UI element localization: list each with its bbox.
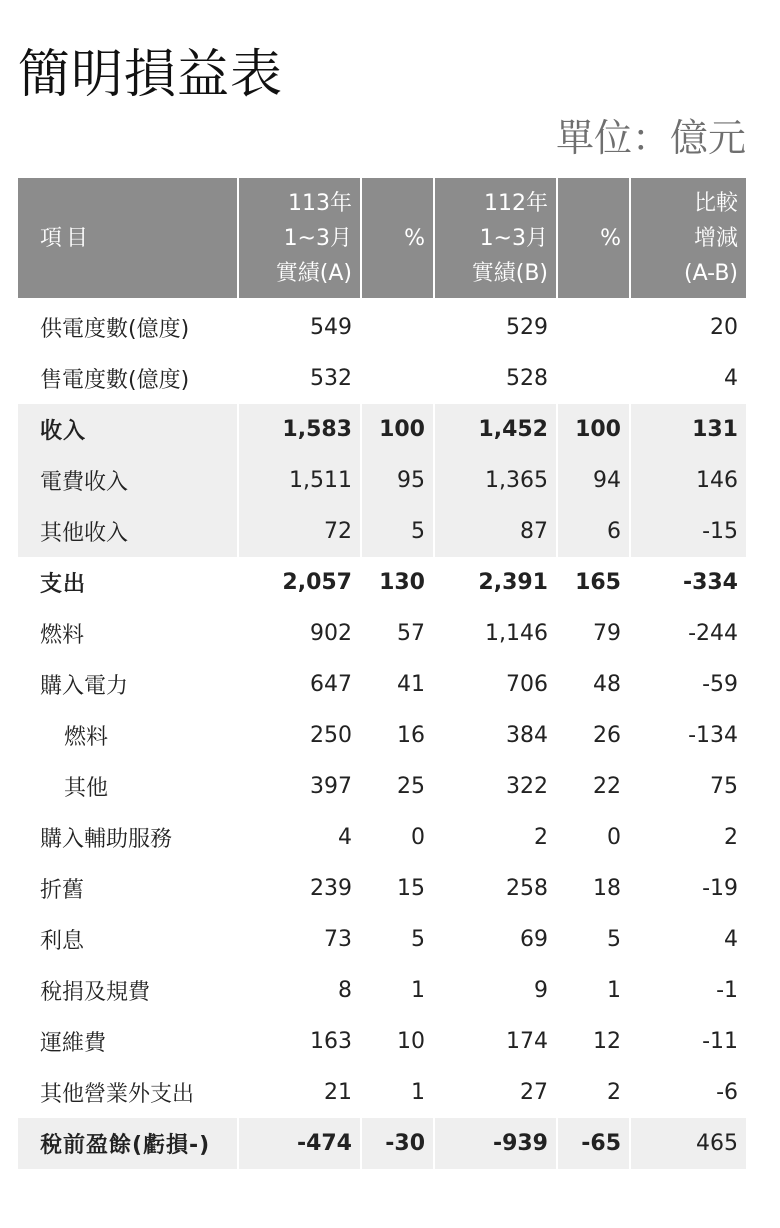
pct-a: 57 — [362, 608, 435, 659]
value-b: 2 — [435, 812, 558, 863]
table-row — [18, 1067, 746, 1118]
row-label: 燃料 — [18, 608, 239, 659]
row-label: 利息 — [18, 914, 239, 965]
value-b: 2,391 — [435, 557, 558, 608]
table-row — [18, 812, 746, 863]
pct-a: 1 — [362, 965, 435, 1016]
value-b: 322 — [435, 761, 558, 812]
diff-value: 465 — [631, 1118, 746, 1169]
header-pct-b: % — [558, 178, 631, 298]
table-header-row — [18, 178, 746, 298]
header-col-a-line: 113年 — [288, 190, 352, 216]
header-diff — [631, 178, 746, 298]
value-b: 87 — [435, 506, 558, 557]
value-b: 9 — [435, 965, 558, 1016]
value-a: 2,057 — [239, 557, 362, 608]
row-label: 電費收入 — [18, 455, 239, 506]
value-a: 239 — [239, 863, 362, 914]
pct-a: 95 — [362, 455, 435, 506]
pct-a: 5 — [362, 506, 435, 557]
header-col-a-line: 實績(A) — [275, 260, 352, 286]
pct-b: 22 — [558, 761, 631, 812]
diff-value: -1 — [716, 978, 738, 1003]
diff-value: 131 — [631, 404, 746, 455]
header-col-b — [435, 178, 558, 298]
pct-a: 15 — [362, 863, 435, 914]
pct-b: 2 — [558, 1067, 631, 1118]
table-row — [18, 455, 746, 506]
diff-value: -334 — [682, 570, 738, 595]
diff-value: -19 — [702, 876, 738, 901]
row-label: 稅捐及規費 — [18, 965, 239, 1016]
value-a: 532 — [239, 353, 362, 404]
diff-value: 2 — [724, 825, 738, 850]
pct-b: 18 — [558, 863, 631, 914]
pct-a: 41 — [362, 659, 435, 710]
pct-a: 1 — [362, 1067, 435, 1118]
pct-b: 94 — [558, 455, 631, 506]
header-pct-a: % — [362, 178, 435, 298]
value-a: 902 — [239, 608, 362, 659]
row-label: 運維費 — [18, 1016, 239, 1067]
table-row — [18, 1016, 746, 1067]
table-row — [18, 863, 746, 914]
value-a: 73 — [239, 914, 362, 965]
header-col-a-line: 1~3月 — [283, 225, 352, 251]
table-row — [18, 761, 746, 812]
value-b: 529 — [435, 298, 558, 353]
pct-a — [362, 298, 435, 353]
value-a: 4 — [239, 812, 362, 863]
diff-value: 20 — [710, 315, 738, 340]
value-b: 528 — [435, 353, 558, 404]
pct-a — [362, 353, 435, 404]
value-a: 1,511 — [239, 455, 362, 506]
pct-b: 26 — [558, 710, 631, 761]
table-row — [18, 298, 746, 353]
row-label: 燃料 — [18, 710, 239, 761]
pct-a: 0 — [362, 812, 435, 863]
value-b: 27 — [435, 1067, 558, 1118]
value-a: 250 — [239, 710, 362, 761]
table-row — [18, 506, 746, 557]
row-label: 其他收入 — [18, 506, 239, 557]
diff-value: -134 — [688, 723, 738, 748]
income-statement-table — [18, 178, 746, 1169]
diff-value: 4 — [724, 927, 738, 952]
pct-b: 0 — [558, 812, 631, 863]
header-col-a — [239, 178, 362, 298]
pct-a: 16 — [362, 710, 435, 761]
diff-value: 75 — [710, 774, 738, 799]
diff-value: -15 — [631, 506, 746, 557]
pct-a: 130 — [362, 557, 435, 608]
pct-b: 79 — [558, 608, 631, 659]
value-b: -939 — [435, 1118, 558, 1169]
pct-b: 48 — [558, 659, 631, 710]
value-a: 549 — [239, 298, 362, 353]
table-row — [18, 965, 746, 1016]
value-b: 1,365 — [435, 455, 558, 506]
value-a: 1,583 — [239, 404, 362, 455]
table-row — [18, 353, 746, 404]
diff-value: -11 — [702, 1029, 738, 1054]
header-diff-line: (A-B) — [684, 260, 738, 286]
value-b: 69 — [435, 914, 558, 965]
pct-a: 10 — [362, 1016, 435, 1067]
pct-a: 25 — [362, 761, 435, 812]
table-row — [18, 710, 746, 761]
pct-b: 165 — [558, 557, 631, 608]
pct-b: 12 — [558, 1016, 631, 1067]
table-row — [18, 914, 746, 965]
value-b: 1,146 — [435, 608, 558, 659]
value-b: 706 — [435, 659, 558, 710]
header-col-b-line: 112年 — [484, 190, 548, 216]
diff-value: -244 — [688, 621, 738, 646]
row-label: 其他營業外支出 — [18, 1067, 239, 1118]
diff-value: -6 — [716, 1080, 738, 1105]
row-label: 購入電力 — [18, 659, 239, 710]
row-label: 購入輔助服務 — [18, 812, 239, 863]
value-a: 397 — [239, 761, 362, 812]
header-col-b-line: 實績(B) — [471, 260, 548, 286]
header-diff-line: 比較 — [693, 190, 738, 216]
pct-b: 1 — [558, 965, 631, 1016]
value-a: 647 — [239, 659, 362, 710]
row-label: 折舊 — [18, 863, 239, 914]
pct-b — [558, 353, 631, 404]
pct-a: 100 — [362, 404, 435, 455]
table-row — [18, 1118, 746, 1169]
diff-value: -59 — [702, 672, 738, 697]
row-label: 供電度數(億度) — [18, 298, 239, 353]
value-a: 72 — [239, 506, 362, 557]
header-col-b-line: 1~3月 — [479, 225, 548, 251]
pct-b: 5 — [558, 914, 631, 965]
value-a: 163 — [239, 1016, 362, 1067]
diff-value: 4 — [724, 366, 738, 391]
value-a: 8 — [239, 965, 362, 1016]
header-item: 項目 — [18, 178, 239, 298]
row-label: 支出 — [18, 557, 239, 608]
value-a: -474 — [239, 1118, 362, 1169]
pct-a: 5 — [362, 914, 435, 965]
pct-b: 100 — [558, 404, 631, 455]
value-a: 21 — [239, 1067, 362, 1118]
pct-b — [558, 298, 631, 353]
row-label: 收入 — [18, 404, 239, 455]
row-label: 售電度數(億度) — [18, 353, 239, 404]
value-b: 384 — [435, 710, 558, 761]
value-b: 174 — [435, 1016, 558, 1067]
table-row — [18, 404, 746, 455]
row-label: 其他 — [18, 761, 239, 812]
page-title: 簡明損益表 — [18, 45, 284, 105]
diff-value: 146 — [631, 455, 746, 506]
table-row — [18, 659, 746, 710]
table-row — [18, 557, 746, 608]
table-row — [18, 608, 746, 659]
pct-b: 6 — [558, 506, 631, 557]
pct-a: -30 — [362, 1118, 435, 1169]
header-diff-line: 增減 — [693, 225, 738, 251]
unit-label: 單位：億元 — [555, 116, 746, 160]
value-b: 258 — [435, 863, 558, 914]
row-label: 稅前盈餘(虧損-) — [18, 1118, 239, 1169]
value-b: 1,452 — [435, 404, 558, 455]
pct-b: -65 — [558, 1118, 631, 1169]
